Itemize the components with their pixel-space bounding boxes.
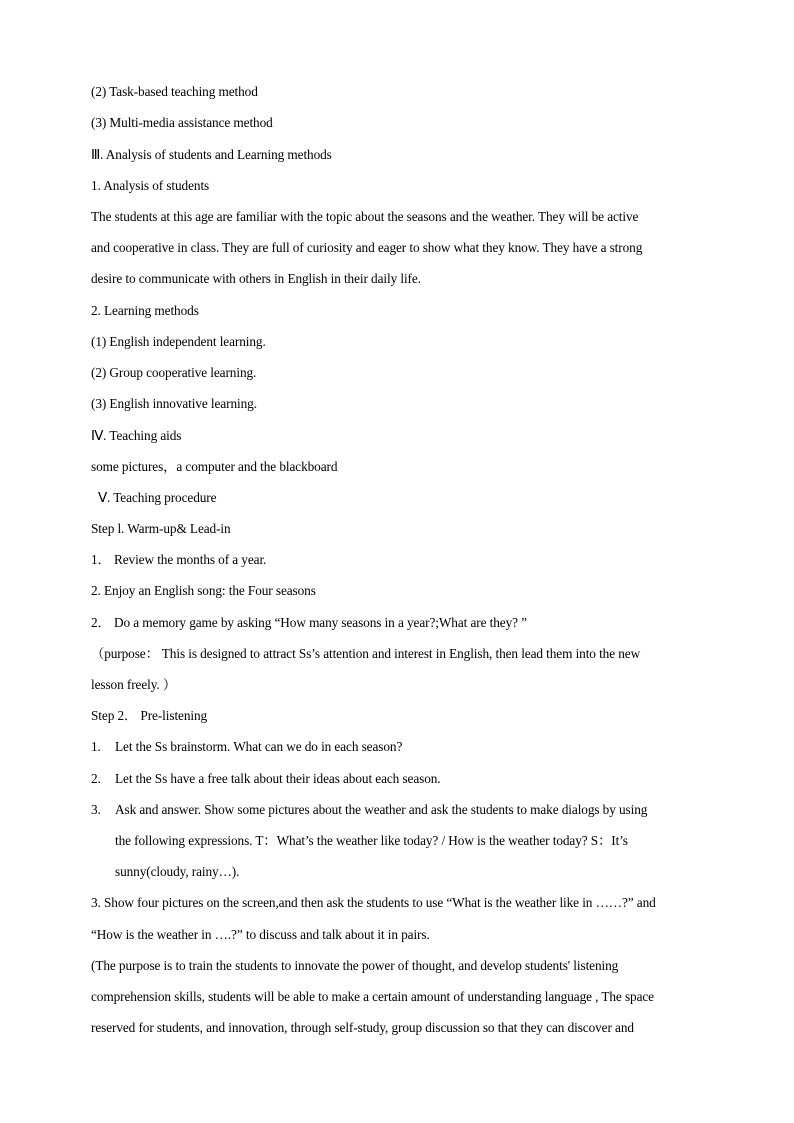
paragraph-line: reserved for students, and innovation, through self-study, group discussion so that they can discover and bbox=[91, 1020, 634, 1035]
list-item bbox=[91, 802, 647, 818]
list-text: Ask and answer. Show some pictures about the weather and ask the students to make dialogs by using bbox=[115, 802, 648, 817]
list-number: 2. bbox=[91, 771, 101, 786]
step-1-item: 2． Do a memory game by asking “How many seasons in a year?;What are they? ” bbox=[91, 615, 527, 630]
section-heading-3: Ⅲ. Analysis of students and Learning methods bbox=[91, 147, 332, 162]
paragraph-line: (The purpose is to train the students to innovate the power of thought, and develop students' listening bbox=[91, 958, 619, 973]
list-number: 1. bbox=[91, 739, 101, 754]
purpose-line: （purpose： This is designed to attract Ss’s attention and interest in English, then lead them into the new bbox=[91, 646, 641, 661]
step-1-item: 1． Review the months of a year. bbox=[91, 552, 267, 567]
section-heading-4: Ⅳ. Teaching aids bbox=[91, 428, 182, 443]
list-continuation: sunny(cloudy, rainy…). bbox=[115, 864, 240, 879]
subheading-learning-methods: 2. Learning methods bbox=[91, 303, 199, 318]
step-2-heading: Step 2． Pre-listening bbox=[91, 708, 208, 723]
learning-item-1: (1) English independent learning. bbox=[91, 334, 266, 349]
teaching-aids-text: some pictures，a computer and the blackboard bbox=[91, 459, 338, 474]
step-1-heading: Step l. Warm-up& Lead-in bbox=[91, 521, 231, 536]
list-continuation: the following expressions. T：What’s the weather like today? / How is the weather today? S：It’s bbox=[115, 833, 628, 848]
method-item-3: (3) Multi-media assistance method bbox=[91, 115, 273, 130]
list-item bbox=[91, 771, 441, 787]
paragraph-line: The students at this age are familiar with the topic about the seasons and the weather. They will be active bbox=[91, 209, 639, 224]
learning-item-2: (2) Group cooperative learning. bbox=[91, 365, 257, 380]
paragraph-line: and cooperative in class. They are full of curiosity and eager to show what they know. They have a strong bbox=[91, 240, 643, 255]
subheading-analysis: 1. Analysis of students bbox=[91, 178, 210, 193]
purpose-line: lesson freely. ） bbox=[91, 677, 177, 692]
section-heading-5: Ⅴ. Teaching procedure bbox=[98, 490, 217, 505]
step-1-item: 2. Enjoy an English song: the Four seasons bbox=[91, 583, 316, 598]
list-number: 3. bbox=[91, 802, 101, 817]
list-item bbox=[91, 739, 402, 755]
paragraph-line: desire to communicate with others in English in their daily life. bbox=[91, 271, 421, 286]
list-text: Let the Ss have a free talk about their ideas about each season. bbox=[115, 771, 441, 786]
list-text: Let the Ss brainstorm. What can we do in each season? bbox=[115, 739, 403, 754]
paragraph-line: 3. Show four pictures on the screen,and then ask the students to use “What is the weather like in ……?” and bbox=[91, 895, 656, 910]
learning-item-3: (3) English innovative learning. bbox=[91, 396, 257, 411]
method-item-2: (2) Task-based teaching method bbox=[91, 84, 258, 99]
paragraph-line: “How is the weather in ….?” to discuss and talk about it in pairs. bbox=[91, 927, 430, 942]
paragraph-line: comprehension skills, students will be able to make a certain amount of understanding language , The space bbox=[91, 989, 654, 1004]
